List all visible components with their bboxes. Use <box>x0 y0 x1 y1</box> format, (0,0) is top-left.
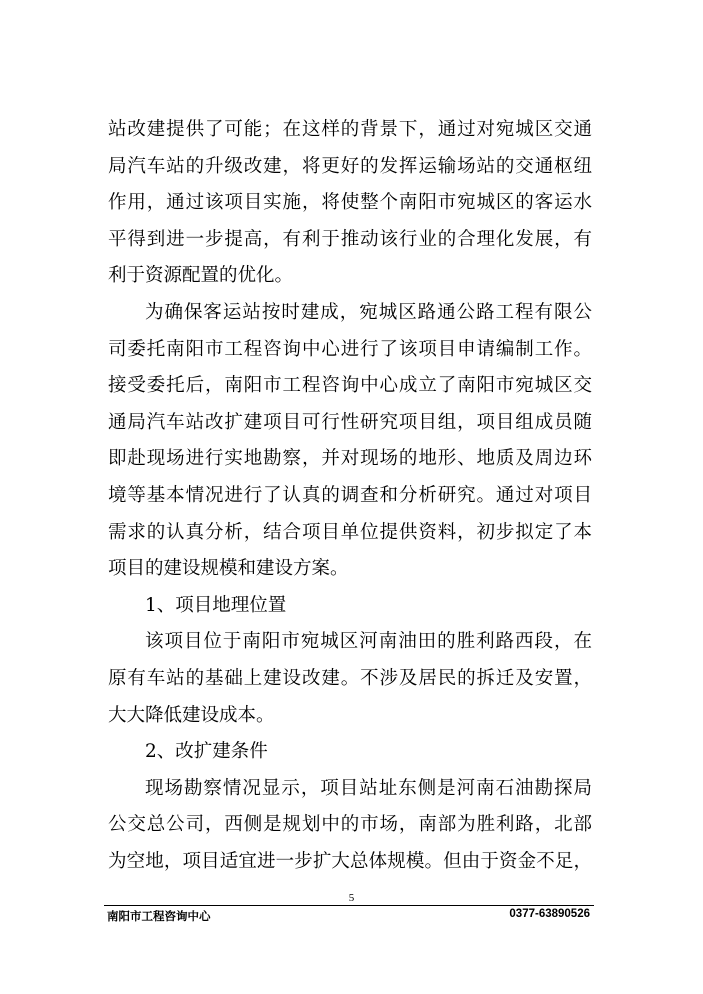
text-line: 现场勘察情况显示，项目站址东侧是河南石油勘探局 <box>145 777 592 799</box>
text-line: 局汽车站的升级改建，将更好的发挥运输场站的交通枢纽 <box>108 155 592 177</box>
text-line: 通局汽车站改扩建项目可行性研究项目组，项目组成员随 <box>108 411 592 433</box>
text-line: 为空地，项目适宜进一步扩大总体规模。但由于资金不足， <box>108 850 592 872</box>
footer-divider <box>104 905 594 906</box>
body-text <box>108 112 592 880</box>
text-line: 原有车站的基础上建设改建。不涉及居民的拆迁及安置， <box>108 667 592 689</box>
footer-phone: 0377-63890526 <box>509 908 590 920</box>
text-line: 该项目位于南阳市宛城区河南油田的胜利路西段，在 <box>145 631 592 653</box>
text-line: 1、项目地理位置 <box>145 594 287 616</box>
footer-organization: 南阳市工程咨询中心 <box>107 909 211 923</box>
text-line: 司委托南阳市工程咨询中心进行了该项目申请编制工作。 <box>108 338 592 360</box>
text-line: 为确保客运站按时建成，宛城区路通公路工程有限公 <box>145 301 592 323</box>
text-line: 项目的建设规模和建设方案。 <box>108 558 349 580</box>
text-line: 平得到进一步提高，有利于推动该行业的合理化发展，有 <box>108 228 592 250</box>
text-line: 境等基本情况进行了认真的调查和分析研究。通过对项目 <box>108 484 592 506</box>
text-line: 公交总公司，西侧是规划中的市场，南部为胜利路，北部 <box>108 814 592 836</box>
text-line: 大大降低建设成本。 <box>108 704 275 726</box>
text-line: 站改建提供了可能；在这样的背景下，通过对宛城区交通 <box>108 119 592 140</box>
text-line: 接受委托后，南阳市工程咨询中心成立了南阳市宛城区交 <box>108 375 592 397</box>
page-number: 5 <box>348 892 355 904</box>
text-line: 作用，通过该项目实施，将使整个南阳市宛城区的客运水 <box>108 192 592 214</box>
text-line: 利于资源配置的优化。 <box>108 265 294 287</box>
text-line: 2、改扩建条件 <box>145 741 268 763</box>
text-line: 即赴现场进行实地勘察，并对现场的地形、地质及周边环 <box>108 448 592 470</box>
text-line: 需求的认真分析，结合项目单位提供资料，初步拟定了本 <box>108 521 592 543</box>
